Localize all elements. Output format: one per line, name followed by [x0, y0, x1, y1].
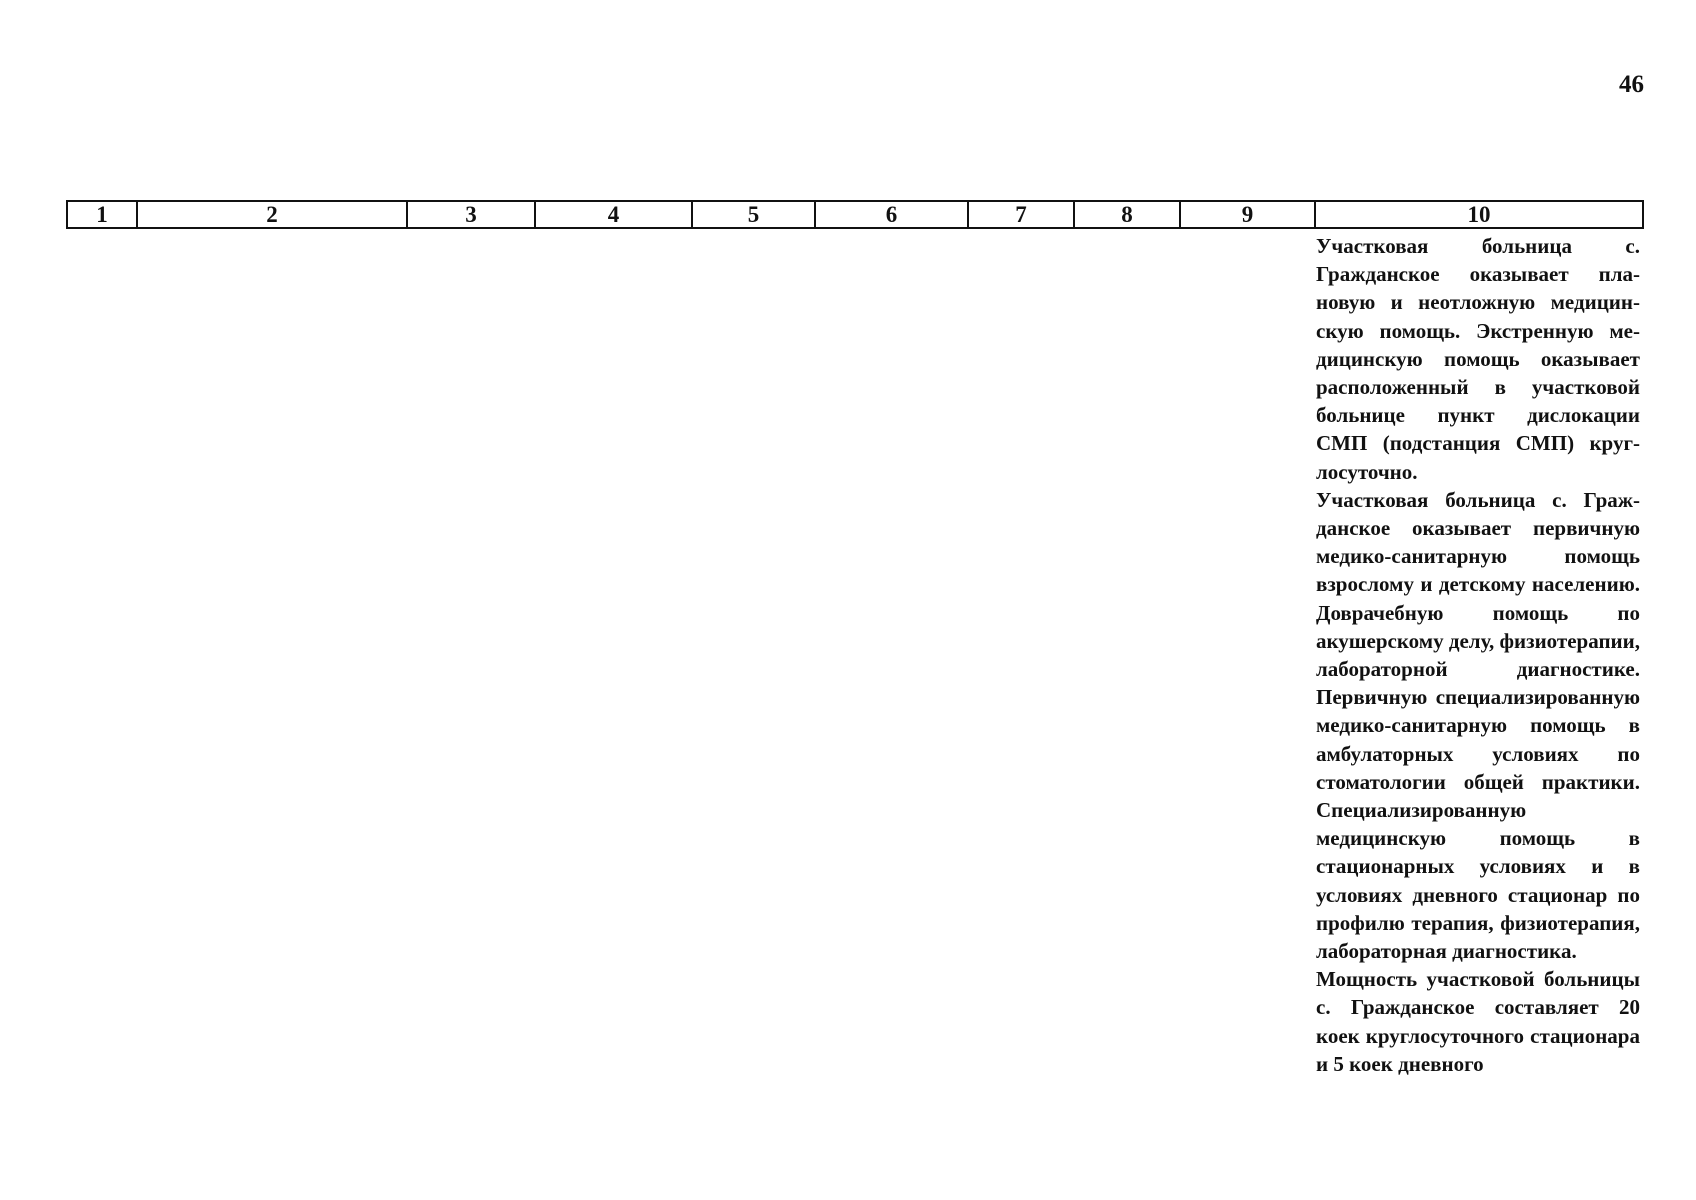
column-number-cell: 3 — [407, 201, 535, 228]
column-number-cell: 2 — [137, 201, 407, 228]
column-number-cell: 7 — [968, 201, 1074, 228]
text-paragraph: Мощность участковой больницы с. Гражданское составляет 20 коек круглосуточного стационара и 5 коек дневного — [1316, 967, 1640, 1076]
column-number-cell: 5 — [692, 201, 815, 228]
column-number-header — [66, 200, 1644, 229]
text-paragraph: Участковая больница с. Гражданское оказывает плановую и неотложную медицинскую помощь. Экстренную медицинскую помощь оказывает расположенный в участковой больнице пункт дислокации СМП (подстанция СМП) круглосуточно. — [1316, 234, 1640, 484]
column-number-cell: 10 — [1315, 201, 1643, 228]
column-number-cell: 6 — [815, 201, 968, 228]
column-number-cell: 9 — [1180, 201, 1315, 228]
column-number-cell: 4 — [535, 201, 692, 228]
text-paragraph: Участковая больница с. Гражданское оказывает первичную медико-санитарную помощь взрослому и детскому населению. Доврачебную помощь по акушерскому делу, физиотерапии, лабораторной диагностике. Первичную специализированную медико-санитарную помощь в амбулаторных условиях по стоматологии общей практики. Специализированную медицинскую помощь в стационарных условиях и в условиях дневного стационар по профилю терапия, физиотерапия, лабораторная диагностика. — [1316, 487, 1640, 964]
page-number: 46 — [1619, 71, 1644, 98]
column-10-text — [1316, 232, 1640, 1078]
column-number-cell: 8 — [1074, 201, 1180, 228]
column-number-cell: 1 — [67, 201, 137, 228]
header-row — [67, 201, 1643, 228]
